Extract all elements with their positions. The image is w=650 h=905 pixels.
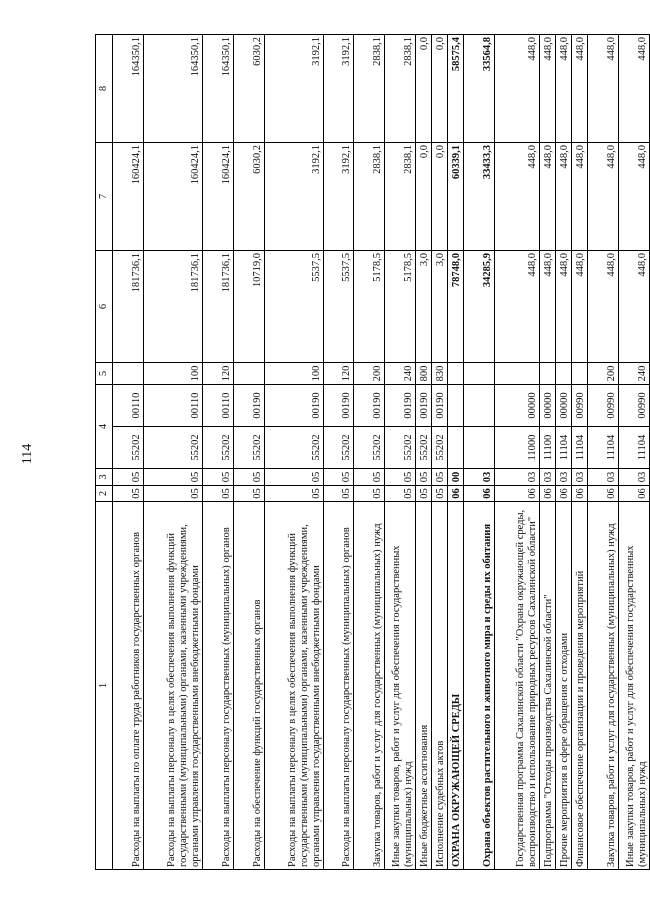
table-row bbox=[431, 35, 447, 870]
amount-year1-cell: 78748,0 bbox=[447, 251, 463, 363]
table-row bbox=[203, 35, 234, 870]
subsection-code-cell: 03 bbox=[463, 469, 494, 486]
amount-year2-cell: 3192,1 bbox=[264, 143, 323, 251]
section-code-cell: 05 bbox=[203, 486, 234, 502]
row-name-cell: Иные закупки товаров, работ и услуг для обеспечения государственных (муниципальных) нужд bbox=[385, 502, 416, 870]
table-row bbox=[447, 35, 463, 870]
subsection-code-cell: 03 bbox=[588, 469, 619, 486]
amount-year2-cell: 2838,1 bbox=[385, 143, 416, 251]
amount-year1-cell: 448,0 bbox=[572, 251, 588, 363]
amount-year1-cell: 3,0 bbox=[431, 251, 447, 363]
expense-type-cell: 100 bbox=[264, 363, 323, 385]
expense-type-cell bbox=[494, 363, 540, 385]
amount-year2-cell: 160424,1 bbox=[203, 143, 234, 251]
expense-type-cell bbox=[540, 363, 556, 385]
section-code-cell: 05 bbox=[431, 486, 447, 502]
amount-year3-cell: 58575,4 bbox=[447, 35, 463, 143]
row-name-cell: Расходы на выплаты персоналу в целях обеспечения выполнения функций государственными (муниципальными) органами, казенными учреждениями, органами управления государственными внебюджетными фондами bbox=[264, 502, 323, 870]
amount-year3-cell: 33564,8 bbox=[463, 35, 494, 143]
subsection-code-cell: 05 bbox=[144, 469, 203, 486]
expense-type-cell bbox=[572, 363, 588, 385]
direction-code-cell: 00110 bbox=[203, 385, 234, 427]
direction-code-cell: 00000 bbox=[556, 385, 572, 427]
expense-type-cell: 120 bbox=[203, 363, 234, 385]
program-code-cell: 55202 bbox=[113, 427, 144, 469]
header-cell: 4 bbox=[96, 385, 113, 469]
amount-year3-cell: 0,0 bbox=[415, 35, 431, 143]
subsection-code-cell: 03 bbox=[572, 469, 588, 486]
header-row bbox=[96, 35, 113, 870]
amount-year3-cell: 164350,1 bbox=[113, 35, 144, 143]
table-row bbox=[354, 35, 385, 870]
expense-type-cell: 240 bbox=[385, 363, 416, 385]
program-code-cell: 11104 bbox=[572, 427, 588, 469]
page-number: 114 bbox=[20, 443, 36, 465]
expense-type-cell: 830 bbox=[431, 363, 447, 385]
amount-year2-cell: 0,0 bbox=[431, 143, 447, 251]
amount-year2-cell: 448,0 bbox=[540, 143, 556, 251]
table-row bbox=[619, 35, 650, 870]
budget-table bbox=[95, 34, 650, 870]
header-cell: 3 bbox=[96, 469, 113, 486]
amount-year3-cell: 3192,1 bbox=[264, 35, 323, 143]
program-code-cell: 11104 bbox=[619, 427, 650, 469]
amount-year2-cell: 448,0 bbox=[494, 143, 540, 251]
table-row bbox=[588, 35, 619, 870]
program-code-cell: 11100 bbox=[540, 427, 556, 469]
amount-year1-cell: 448,0 bbox=[556, 251, 572, 363]
row-name-cell: Расходы на выплаты по оплате труда работников государственных органов bbox=[113, 502, 144, 870]
amount-year3-cell: 448,0 bbox=[556, 35, 572, 143]
row-name-cell: Исполнение судебных актов bbox=[431, 502, 447, 870]
program-code-cell: 11000 bbox=[494, 427, 540, 469]
subsection-code-cell: 05 bbox=[264, 469, 323, 486]
amount-year3-cell: 448,0 bbox=[572, 35, 588, 143]
table-row bbox=[385, 35, 416, 870]
row-name-cell: Иные закупки товаров, работ и услуг для обеспечения государственных (муниципальных) нужд bbox=[619, 502, 650, 870]
amount-year1-cell: 10719,0 bbox=[233, 251, 264, 363]
subsection-code-cell: 03 bbox=[494, 469, 540, 486]
header-cell: 5 bbox=[96, 363, 113, 385]
subsection-code-cell: 05 bbox=[323, 469, 354, 486]
subsection-code-cell: 05 bbox=[431, 469, 447, 486]
section-code-cell: 06 bbox=[588, 486, 619, 502]
subsection-code-cell: 03 bbox=[619, 469, 650, 486]
row-name-cell: Подпрограмма "Отходы производства Сахалинской области" bbox=[540, 502, 556, 870]
amount-year2-cell: 448,0 bbox=[556, 143, 572, 251]
program-code-cell: 11104 bbox=[588, 427, 619, 469]
row-name-cell: Расходы на обеспечение функций государственных органов bbox=[233, 502, 264, 870]
row-name-cell: Расходы на выплаты персоналу в целях обеспечения выполнения функций государственными (муниципальными) органами, казенными учреждениями, органами управления государственными внебюджетными фондами bbox=[144, 502, 203, 870]
section-code-cell: 05 bbox=[415, 486, 431, 502]
section-code-cell: 06 bbox=[494, 486, 540, 502]
expense-type-cell bbox=[447, 363, 463, 385]
amount-year1-cell: 5178,5 bbox=[354, 251, 385, 363]
section-code-cell: 06 bbox=[572, 486, 588, 502]
expense-type-cell: 800 bbox=[415, 363, 431, 385]
amount-year2-cell: 6030,2 bbox=[233, 143, 264, 251]
expense-type-cell: 240 bbox=[619, 363, 650, 385]
program-code-cell: 55202 bbox=[323, 427, 354, 469]
amount-year3-cell: 164350,1 bbox=[203, 35, 234, 143]
amount-year1-cell: 448,0 bbox=[540, 251, 556, 363]
amount-year2-cell: 160424,1 bbox=[113, 143, 144, 251]
direction-code-cell: 00190 bbox=[415, 385, 431, 427]
subsection-code-cell: 05 bbox=[354, 469, 385, 486]
amount-year3-cell: 2838,1 bbox=[385, 35, 416, 143]
header-cell: 2 bbox=[96, 486, 113, 502]
expense-type-cell bbox=[233, 363, 264, 385]
amount-year1-cell: 5178,5 bbox=[385, 251, 416, 363]
row-name-cell: Закупка товаров, работ и услуг для государственных (муниципальных) нужд bbox=[354, 502, 385, 870]
row-name-cell: Закупка товаров, работ и услуг для государственных (муниципальных) нужд bbox=[588, 502, 619, 870]
direction-code-cell bbox=[463, 385, 494, 427]
direction-code-cell: 00990 bbox=[588, 385, 619, 427]
header-cell: 7 bbox=[96, 143, 113, 251]
amount-year3-cell: 3192,1 bbox=[323, 35, 354, 143]
amount-year1-cell: 181736,1 bbox=[203, 251, 234, 363]
section-code-cell: 06 bbox=[447, 486, 463, 502]
program-code-cell: 11104 bbox=[556, 427, 572, 469]
row-name-cell: Расходы на выплаты персоналу государственных (муниципальных) органов bbox=[323, 502, 354, 870]
program-code-cell bbox=[447, 427, 463, 469]
direction-code-cell: 00190 bbox=[264, 385, 323, 427]
amount-year2-cell: 448,0 bbox=[588, 143, 619, 251]
program-code-cell: 55202 bbox=[233, 427, 264, 469]
section-code-cell: 06 bbox=[540, 486, 556, 502]
direction-code-cell: 00990 bbox=[619, 385, 650, 427]
direction-code-cell: 00110 bbox=[144, 385, 203, 427]
amount-year1-cell: 5537,5 bbox=[264, 251, 323, 363]
amount-year3-cell: 448,0 bbox=[540, 35, 556, 143]
amount-year1-cell: 5537,5 bbox=[323, 251, 354, 363]
row-name-cell: Охрана объектов растительного и животного мира и среды их обитания bbox=[463, 502, 494, 870]
row-name-cell: Прочие мероприятия в сфере обращения с отходами bbox=[556, 502, 572, 870]
expense-type-cell: 200 bbox=[354, 363, 385, 385]
row-name-cell: Иные бюджетные ассигнования bbox=[415, 502, 431, 870]
row-name-cell: Финансовое обеспечение организации и проведения мероприятий bbox=[572, 502, 588, 870]
table-row bbox=[540, 35, 556, 870]
amount-year2-cell: 3192,1 bbox=[323, 143, 354, 251]
direction-code-cell: 00190 bbox=[354, 385, 385, 427]
header-cell: 1 bbox=[96, 502, 113, 870]
table-row bbox=[264, 35, 323, 870]
direction-code-cell: 00000 bbox=[540, 385, 556, 427]
direction-code-cell: 00190 bbox=[323, 385, 354, 427]
table-row bbox=[233, 35, 264, 870]
section-code-cell: 05 bbox=[323, 486, 354, 502]
table-row bbox=[144, 35, 203, 870]
section-code-cell: 05 bbox=[264, 486, 323, 502]
program-code-cell: 55202 bbox=[431, 427, 447, 469]
amount-year1-cell: 181736,1 bbox=[113, 251, 144, 363]
amount-year3-cell: 0,0 bbox=[431, 35, 447, 143]
amount-year1-cell: 448,0 bbox=[588, 251, 619, 363]
section-code-cell: 05 bbox=[233, 486, 264, 502]
subsection-code-cell: 05 bbox=[113, 469, 144, 486]
program-code-cell bbox=[463, 427, 494, 469]
amount-year2-cell: 448,0 bbox=[619, 143, 650, 251]
table-row bbox=[323, 35, 354, 870]
section-code-cell: 05 bbox=[354, 486, 385, 502]
section-code-cell: 05 bbox=[113, 486, 144, 502]
expense-type-cell: 100 bbox=[144, 363, 203, 385]
subsection-code-cell: 03 bbox=[556, 469, 572, 486]
table-row bbox=[494, 35, 540, 870]
header-cell: 8 bbox=[96, 35, 113, 143]
program-code-cell: 55202 bbox=[264, 427, 323, 469]
subsection-code-cell: 05 bbox=[233, 469, 264, 486]
amount-year2-cell: 448,0 bbox=[572, 143, 588, 251]
amount-year2-cell: 160424,1 bbox=[144, 143, 203, 251]
direction-code-cell: 00000 bbox=[494, 385, 540, 427]
amount-year2-cell: 2838,1 bbox=[354, 143, 385, 251]
table-row bbox=[572, 35, 588, 870]
expense-type-cell bbox=[556, 363, 572, 385]
section-code-cell: 05 bbox=[385, 486, 416, 502]
rotated-table-wrapper bbox=[95, 35, 650, 870]
amount-year3-cell: 448,0 bbox=[619, 35, 650, 143]
direction-code-cell: 00190 bbox=[233, 385, 264, 427]
amount-year3-cell: 6030,2 bbox=[233, 35, 264, 143]
table-row bbox=[556, 35, 572, 870]
subsection-code-cell: 03 bbox=[540, 469, 556, 486]
amount-year2-cell: 33433,3 bbox=[463, 143, 494, 251]
header-cell: 6 bbox=[96, 251, 113, 363]
program-code-cell: 55202 bbox=[385, 427, 416, 469]
amount-year3-cell: 448,0 bbox=[588, 35, 619, 143]
amount-year2-cell: 0,0 bbox=[415, 143, 431, 251]
section-code-cell: 06 bbox=[556, 486, 572, 502]
direction-code-cell: 00110 bbox=[113, 385, 144, 427]
table-row bbox=[113, 35, 144, 870]
section-code-cell: 06 bbox=[619, 486, 650, 502]
amount-year2-cell: 60339,1 bbox=[447, 143, 463, 251]
section-code-cell: 06 bbox=[463, 486, 494, 502]
amount-year3-cell: 448,0 bbox=[494, 35, 540, 143]
direction-code-cell: 00990 bbox=[572, 385, 588, 427]
table-row bbox=[463, 35, 494, 870]
amount-year1-cell: 448,0 bbox=[494, 251, 540, 363]
program-code-cell: 55202 bbox=[203, 427, 234, 469]
program-code-cell: 55202 bbox=[144, 427, 203, 469]
direction-code-cell: 00190 bbox=[385, 385, 416, 427]
row-name-cell: Расходы на выплаты персоналу государственных (муниципальных) органов bbox=[203, 502, 234, 870]
expense-type-cell: 200 bbox=[588, 363, 619, 385]
subsection-code-cell: 05 bbox=[385, 469, 416, 486]
subsection-code-cell: 05 bbox=[415, 469, 431, 486]
amount-year1-cell: 448,0 bbox=[619, 251, 650, 363]
row-name-cell: Государственная программа Сахалинской области "Охрана окружающей среды, воспроизводство и использование природных ресурсов Сахалинской области" bbox=[494, 502, 540, 870]
subsection-code-cell: 05 bbox=[203, 469, 234, 486]
program-code-cell: 55202 bbox=[354, 427, 385, 469]
amount-year1-cell: 181736,1 bbox=[144, 251, 203, 363]
amount-year1-cell: 3,0 bbox=[415, 251, 431, 363]
row-name-cell: ОХРАНА ОКРУЖАЮЩЕЙ СРЕДЫ bbox=[447, 502, 463, 870]
expense-type-cell: 120 bbox=[323, 363, 354, 385]
amount-year3-cell: 164350,1 bbox=[144, 35, 203, 143]
subsection-code-cell: 00 bbox=[447, 469, 463, 486]
program-code-cell: 55202 bbox=[415, 427, 431, 469]
section-code-cell: 05 bbox=[144, 486, 203, 502]
expense-type-cell bbox=[463, 363, 494, 385]
direction-code-cell bbox=[447, 385, 463, 427]
amount-year1-cell: 34285,9 bbox=[463, 251, 494, 363]
expense-type-cell bbox=[113, 363, 144, 385]
amount-year3-cell: 2838,1 bbox=[354, 35, 385, 143]
direction-code-cell: 00190 bbox=[431, 385, 447, 427]
table-row bbox=[415, 35, 431, 870]
